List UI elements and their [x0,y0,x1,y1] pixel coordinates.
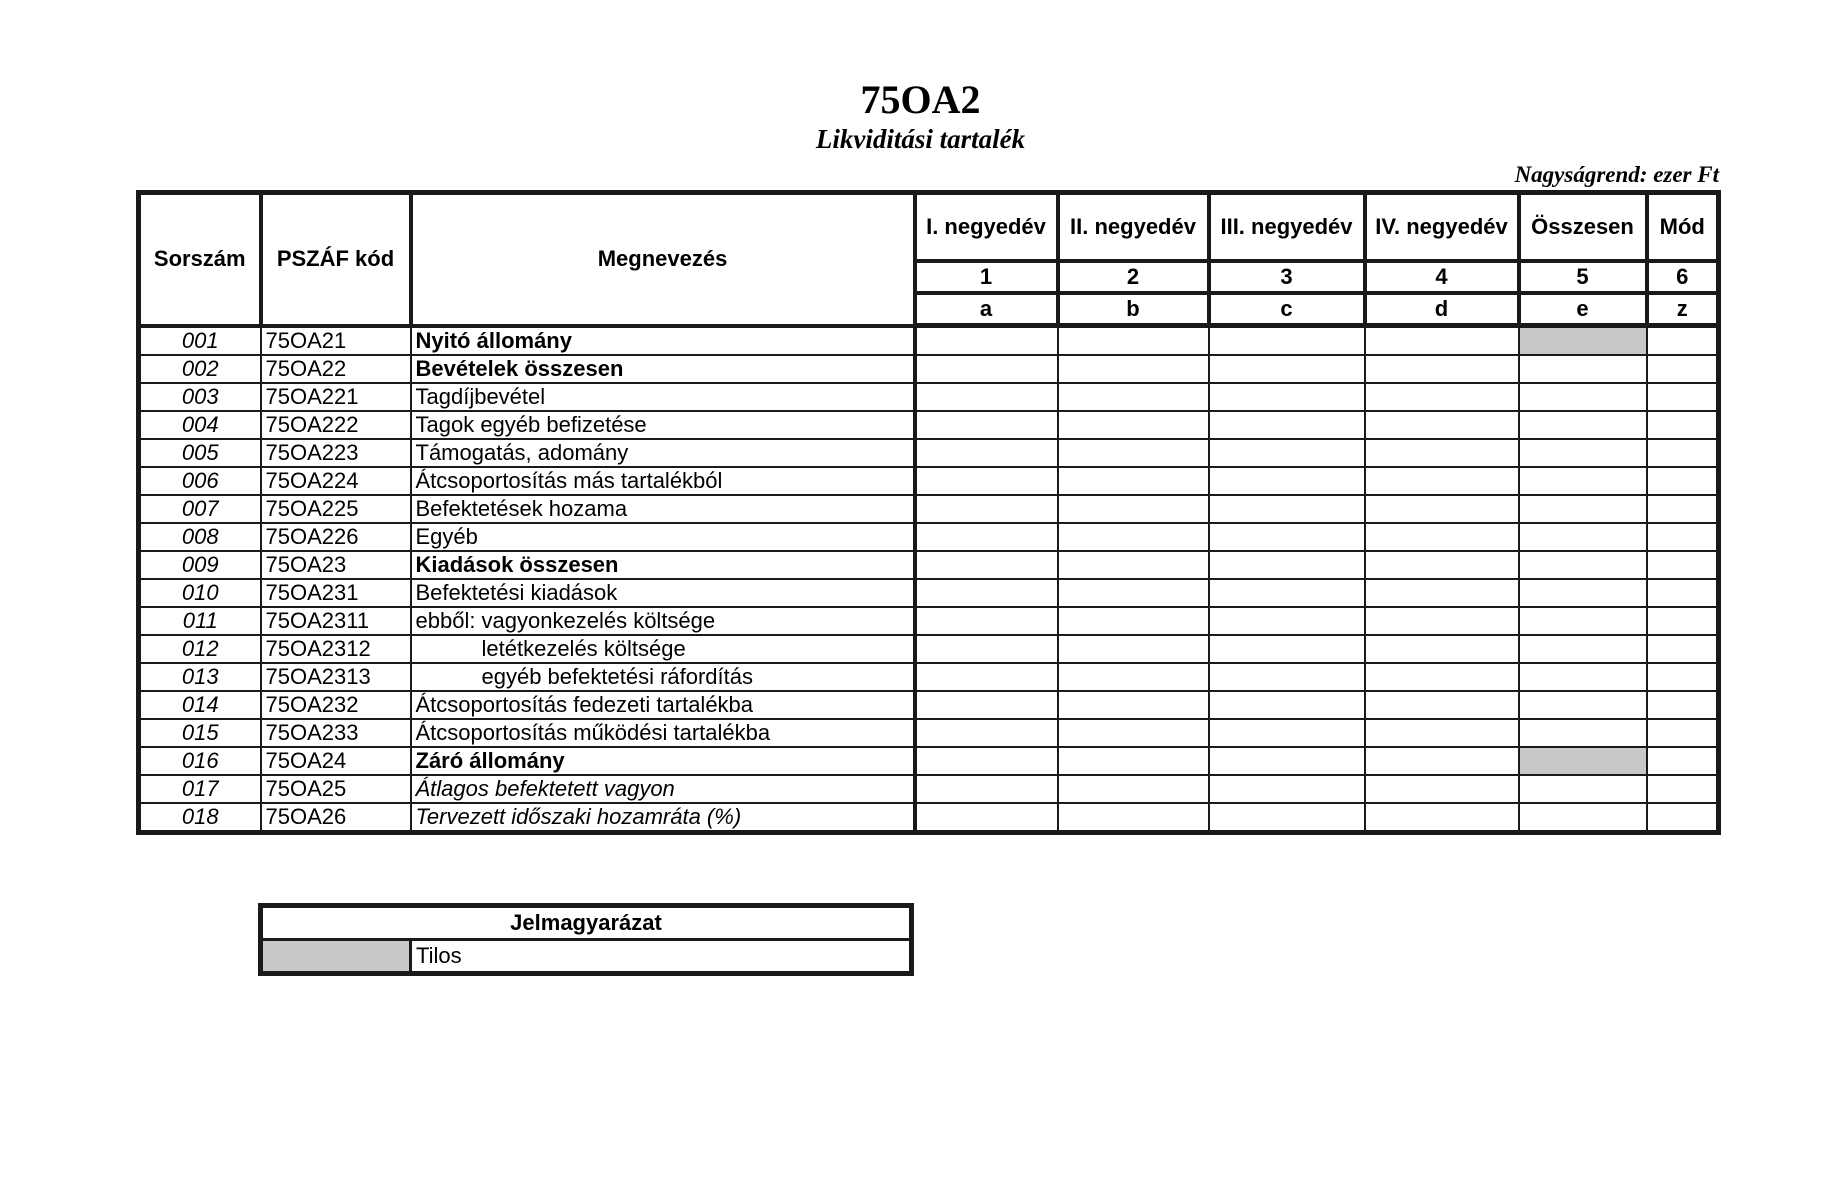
row-name: Átcsoportosítás működési tartalékba [411,719,915,747]
data-entry-cell[interactable] [1209,383,1365,411]
table-row [139,607,1719,635]
data-entry-cell[interactable] [1647,326,1719,356]
table-row [139,551,1719,579]
data-entry-cell[interactable] [915,719,1058,747]
row-pszaf-code: 75OA24 [261,747,411,775]
data-entry-cell[interactable] [1209,635,1365,663]
data-entry-cell[interactable] [1519,635,1647,663]
row-ordinal: 002 [139,355,261,383]
col-num-3: 3 [1209,261,1365,293]
col-letter-e: e [1519,293,1647,326]
forbidden-cell [1519,326,1647,356]
row-name: ebből: vagyonkezelés költsége [411,607,915,635]
forbidden-cell [1519,747,1647,775]
data-entry-cell[interactable] [1058,747,1209,775]
table-row [139,523,1719,551]
data-entry-cell[interactable] [1365,551,1519,579]
row-name: Tagok egyéb befizetése [411,411,915,439]
row-name: Tagdíjbevétel [411,383,915,411]
data-entry-cell[interactable] [915,523,1058,551]
data-entry-cell[interactable] [1519,691,1647,719]
data-entry-cell[interactable] [1365,747,1519,775]
row-ordinal: 013 [139,663,261,691]
data-entry-cell[interactable] [1058,326,1209,356]
data-entry-cell[interactable] [1209,719,1365,747]
data-entry-cell[interactable] [1519,579,1647,607]
row-pszaf-code: 75OA23 [261,551,411,579]
data-entry-cell[interactable] [1647,691,1719,719]
data-entry-cell[interactable] [1519,495,1647,523]
data-entry-cell[interactable] [1647,579,1719,607]
data-entry-cell[interactable] [1209,607,1365,635]
data-entry-cell[interactable] [1058,663,1209,691]
row-ordinal: 017 [139,775,261,803]
row-name: letétkezelés költsége [411,635,915,663]
data-entry-cell[interactable] [1209,579,1365,607]
data-entry-cell[interactable] [1647,775,1719,803]
col-num-5: 5 [1519,261,1647,293]
data-entry-cell[interactable] [1209,551,1365,579]
row-pszaf-code: 75OA225 [261,495,411,523]
data-entry-cell[interactable] [1647,803,1719,833]
data-entry-cell[interactable] [1209,523,1365,551]
col-header-mod: Mód [1647,193,1719,262]
row-name: Támogatás, adomány [411,439,915,467]
data-entry-cell[interactable] [1519,523,1647,551]
data-entry-cell[interactable] [1209,775,1365,803]
row-name: Átcsoportosítás fedezeti tartalékba [411,691,915,719]
col-header-q3: III. negyedév [1209,193,1365,262]
data-entry-cell[interactable] [1058,523,1209,551]
row-pszaf-code: 75OA223 [261,439,411,467]
legend-title: Jelmagyarázat [261,906,912,940]
col-header-sorszam: Sorszám [139,193,261,326]
row-pszaf-code: 75OA21 [261,326,411,356]
data-entry-cell[interactable] [1365,579,1519,607]
data-entry-cell[interactable] [1519,355,1647,383]
data-entry-cell[interactable] [1058,691,1209,719]
row-name: Záró állomány [411,747,915,775]
row-pszaf-code: 75OA231 [261,579,411,607]
data-entry-cell[interactable] [1209,747,1365,775]
row-name: egyéb befektetési ráfordítás [411,663,915,691]
row-pszaf-code: 75OA2311 [261,607,411,635]
row-ordinal: 015 [139,719,261,747]
row-pszaf-code: 75OA233 [261,719,411,747]
row-pszaf-code: 75OA2312 [261,635,411,663]
table-row [139,719,1719,747]
data-entry-cell[interactable] [1519,411,1647,439]
col-num-1: 1 [915,261,1058,293]
col-header-total: Összesen [1519,193,1647,262]
table-row [139,411,1719,439]
data-entry-cell[interactable] [915,326,1058,356]
col-header-q2: II. negyedév [1058,193,1209,262]
table-row [139,579,1719,607]
data-entry-cell[interactable] [1209,439,1365,467]
row-pszaf-code: 75OA22 [261,355,411,383]
data-entry-cell[interactable] [1365,775,1519,803]
legend-table [258,903,914,976]
row-name: Nyitó állomány [411,326,915,356]
data-entry-cell[interactable] [1209,326,1365,356]
row-ordinal: 012 [139,635,261,663]
data-entry-cell[interactable] [915,495,1058,523]
table-row [139,635,1719,663]
col-letter-d: d [1365,293,1519,326]
data-entry-cell[interactable] [1647,551,1719,579]
form-title: Likviditási tartalék [815,124,1026,154]
data-entry-cell[interactable] [1058,803,1209,833]
table-row [139,439,1719,467]
row-name: Átcsoportosítás más tartalékból [411,467,915,495]
data-entry-cell[interactable] [1058,775,1209,803]
data-entry-cell[interactable] [1209,495,1365,523]
row-ordinal: 003 [139,383,261,411]
row-pszaf-code: 75OA25 [261,775,411,803]
table-row [139,803,1719,833]
row-pszaf-code: 75OA224 [261,467,411,495]
data-entry-cell[interactable] [1209,663,1365,691]
row-name: Átlagos befektetett vagyon [411,775,915,803]
row-ordinal: 007 [139,495,261,523]
data-entry-cell[interactable] [1365,326,1519,356]
row-name: Kiadások összesen [411,551,915,579]
table-row [139,383,1719,411]
liquidity-reserve-table [136,190,1721,835]
data-entry-cell[interactable] [915,775,1058,803]
table-body [139,326,1719,833]
row-ordinal: 010 [139,579,261,607]
row-ordinal: 006 [139,467,261,495]
data-entry-cell[interactable] [1058,411,1209,439]
data-entry-cell[interactable] [1519,607,1647,635]
data-entry-cell[interactable] [1365,635,1519,663]
data-entry-cell[interactable] [1647,747,1719,775]
row-pszaf-code: 75OA222 [261,411,411,439]
table-row [139,775,1719,803]
data-entry-cell[interactable] [1058,607,1209,635]
data-entry-cell[interactable] [1209,355,1365,383]
col-num-6: 6 [1647,261,1719,293]
table-row [139,355,1719,383]
form-code: 75OA2 [860,77,981,122]
row-pszaf-code: 75OA26 [261,803,411,833]
table-row [139,326,1719,356]
data-entry-cell[interactable] [915,747,1058,775]
data-entry-cell[interactable] [1365,691,1519,719]
data-entry-cell[interactable] [915,411,1058,439]
data-entry-cell[interactable] [1365,355,1519,383]
col-num-4: 4 [1365,261,1519,293]
col-letter-b: b [1058,293,1209,326]
col-letter-a: a [915,293,1058,326]
data-entry-cell[interactable] [1365,719,1519,747]
data-entry-cell[interactable] [1209,467,1365,495]
table-row [139,663,1719,691]
unit-label: Nagyságrend: ezer Ft [1514,162,1719,187]
data-entry-cell[interactable] [1209,411,1365,439]
data-entry-cell[interactable] [1519,803,1647,833]
data-entry-cell[interactable] [1365,467,1519,495]
data-entry-cell[interactable] [915,663,1058,691]
data-entry-cell[interactable] [915,467,1058,495]
col-num-2: 2 [1058,261,1209,293]
data-entry-cell[interactable] [1647,719,1719,747]
row-pszaf-code: 75OA221 [261,383,411,411]
data-entry-cell[interactable] [1647,663,1719,691]
data-entry-cell[interactable] [1058,579,1209,607]
data-entry-cell[interactable] [1519,775,1647,803]
data-entry-cell[interactable] [1647,607,1719,635]
data-entry-cell[interactable] [915,691,1058,719]
data-entry-cell[interactable] [1058,495,1209,523]
data-entry-cell[interactable] [1365,803,1519,833]
col-header-q1: I. negyedév [915,193,1058,262]
data-entry-cell[interactable] [1209,691,1365,719]
row-ordinal: 005 [139,439,261,467]
data-entry-cell[interactable] [1647,523,1719,551]
data-entry-cell[interactable] [1058,383,1209,411]
data-entry-cell[interactable] [915,803,1058,833]
data-entry-cell[interactable] [1209,803,1365,833]
table-row [139,747,1719,775]
col-header-megnevezes: Megnevezés [411,193,915,326]
row-ordinal: 004 [139,411,261,439]
data-entry-cell[interactable] [1365,439,1519,467]
col-header-q4: IV. negyedév [1365,193,1519,262]
row-name: Bevételek összesen [411,355,915,383]
data-entry-cell[interactable] [915,383,1058,411]
col-letter-c: c [1209,293,1365,326]
data-entry-cell[interactable] [1365,663,1519,691]
data-entry-cell[interactable] [915,355,1058,383]
row-pszaf-code: 75OA232 [261,691,411,719]
row-ordinal: 011 [139,607,261,635]
row-ordinal: 018 [139,803,261,833]
row-ordinal: 009 [139,551,261,579]
data-entry-cell[interactable] [1058,719,1209,747]
data-entry-cell[interactable] [915,551,1058,579]
data-entry-cell[interactable] [1519,663,1647,691]
table-row [139,467,1719,495]
data-entry-cell[interactable] [915,439,1058,467]
data-entry-cell[interactable] [1647,383,1719,411]
row-ordinal: 001 [139,326,261,356]
data-entry-cell[interactable] [915,635,1058,663]
table-row [139,495,1719,523]
row-name: Egyéb [411,523,915,551]
legend-label-tilos: Tilos [411,940,912,974]
legend-swatch-tilos [261,940,411,974]
table-row [139,691,1719,719]
data-entry-cell[interactable] [1058,635,1209,663]
data-entry-cell[interactable] [1058,551,1209,579]
row-name: Tervezett időszaki hozamráta (%) [411,803,915,833]
row-ordinal: 008 [139,523,261,551]
data-entry-cell[interactable] [1647,495,1719,523]
data-entry-cell[interactable] [1058,467,1209,495]
data-entry-cell[interactable] [1519,467,1647,495]
data-entry-cell[interactable] [1365,495,1519,523]
data-entry-cell[interactable] [1519,383,1647,411]
data-entry-cell[interactable] [1365,523,1519,551]
data-entry-cell[interactable] [1519,719,1647,747]
row-pszaf-code: 75OA2313 [261,663,411,691]
row-name: Befektetések hozama [411,495,915,523]
row-ordinal: 016 [139,747,261,775]
col-letter-z: z [1647,293,1719,326]
data-entry-cell[interactable] [1647,355,1719,383]
data-entry-cell[interactable] [1365,383,1519,411]
data-entry-cell[interactable] [1519,551,1647,579]
data-entry-cell[interactable] [915,579,1058,607]
row-ordinal: 014 [139,691,261,719]
data-entry-cell[interactable] [1365,607,1519,635]
data-entry-cell[interactable] [1519,439,1647,467]
data-entry-cell[interactable] [915,607,1058,635]
data-entry-cell[interactable] [1647,439,1719,467]
data-entry-cell[interactable] [1647,635,1719,663]
row-name: Befektetési kiadások [411,579,915,607]
row-pszaf-code: 75OA226 [261,523,411,551]
data-entry-cell[interactable] [1647,467,1719,495]
data-entry-cell[interactable] [1058,439,1209,467]
col-header-pszaf-kod: PSZÁF kód [261,193,411,326]
data-entry-cell[interactable] [1058,355,1209,383]
data-entry-cell[interactable] [1647,411,1719,439]
data-entry-cell[interactable] [1365,411,1519,439]
